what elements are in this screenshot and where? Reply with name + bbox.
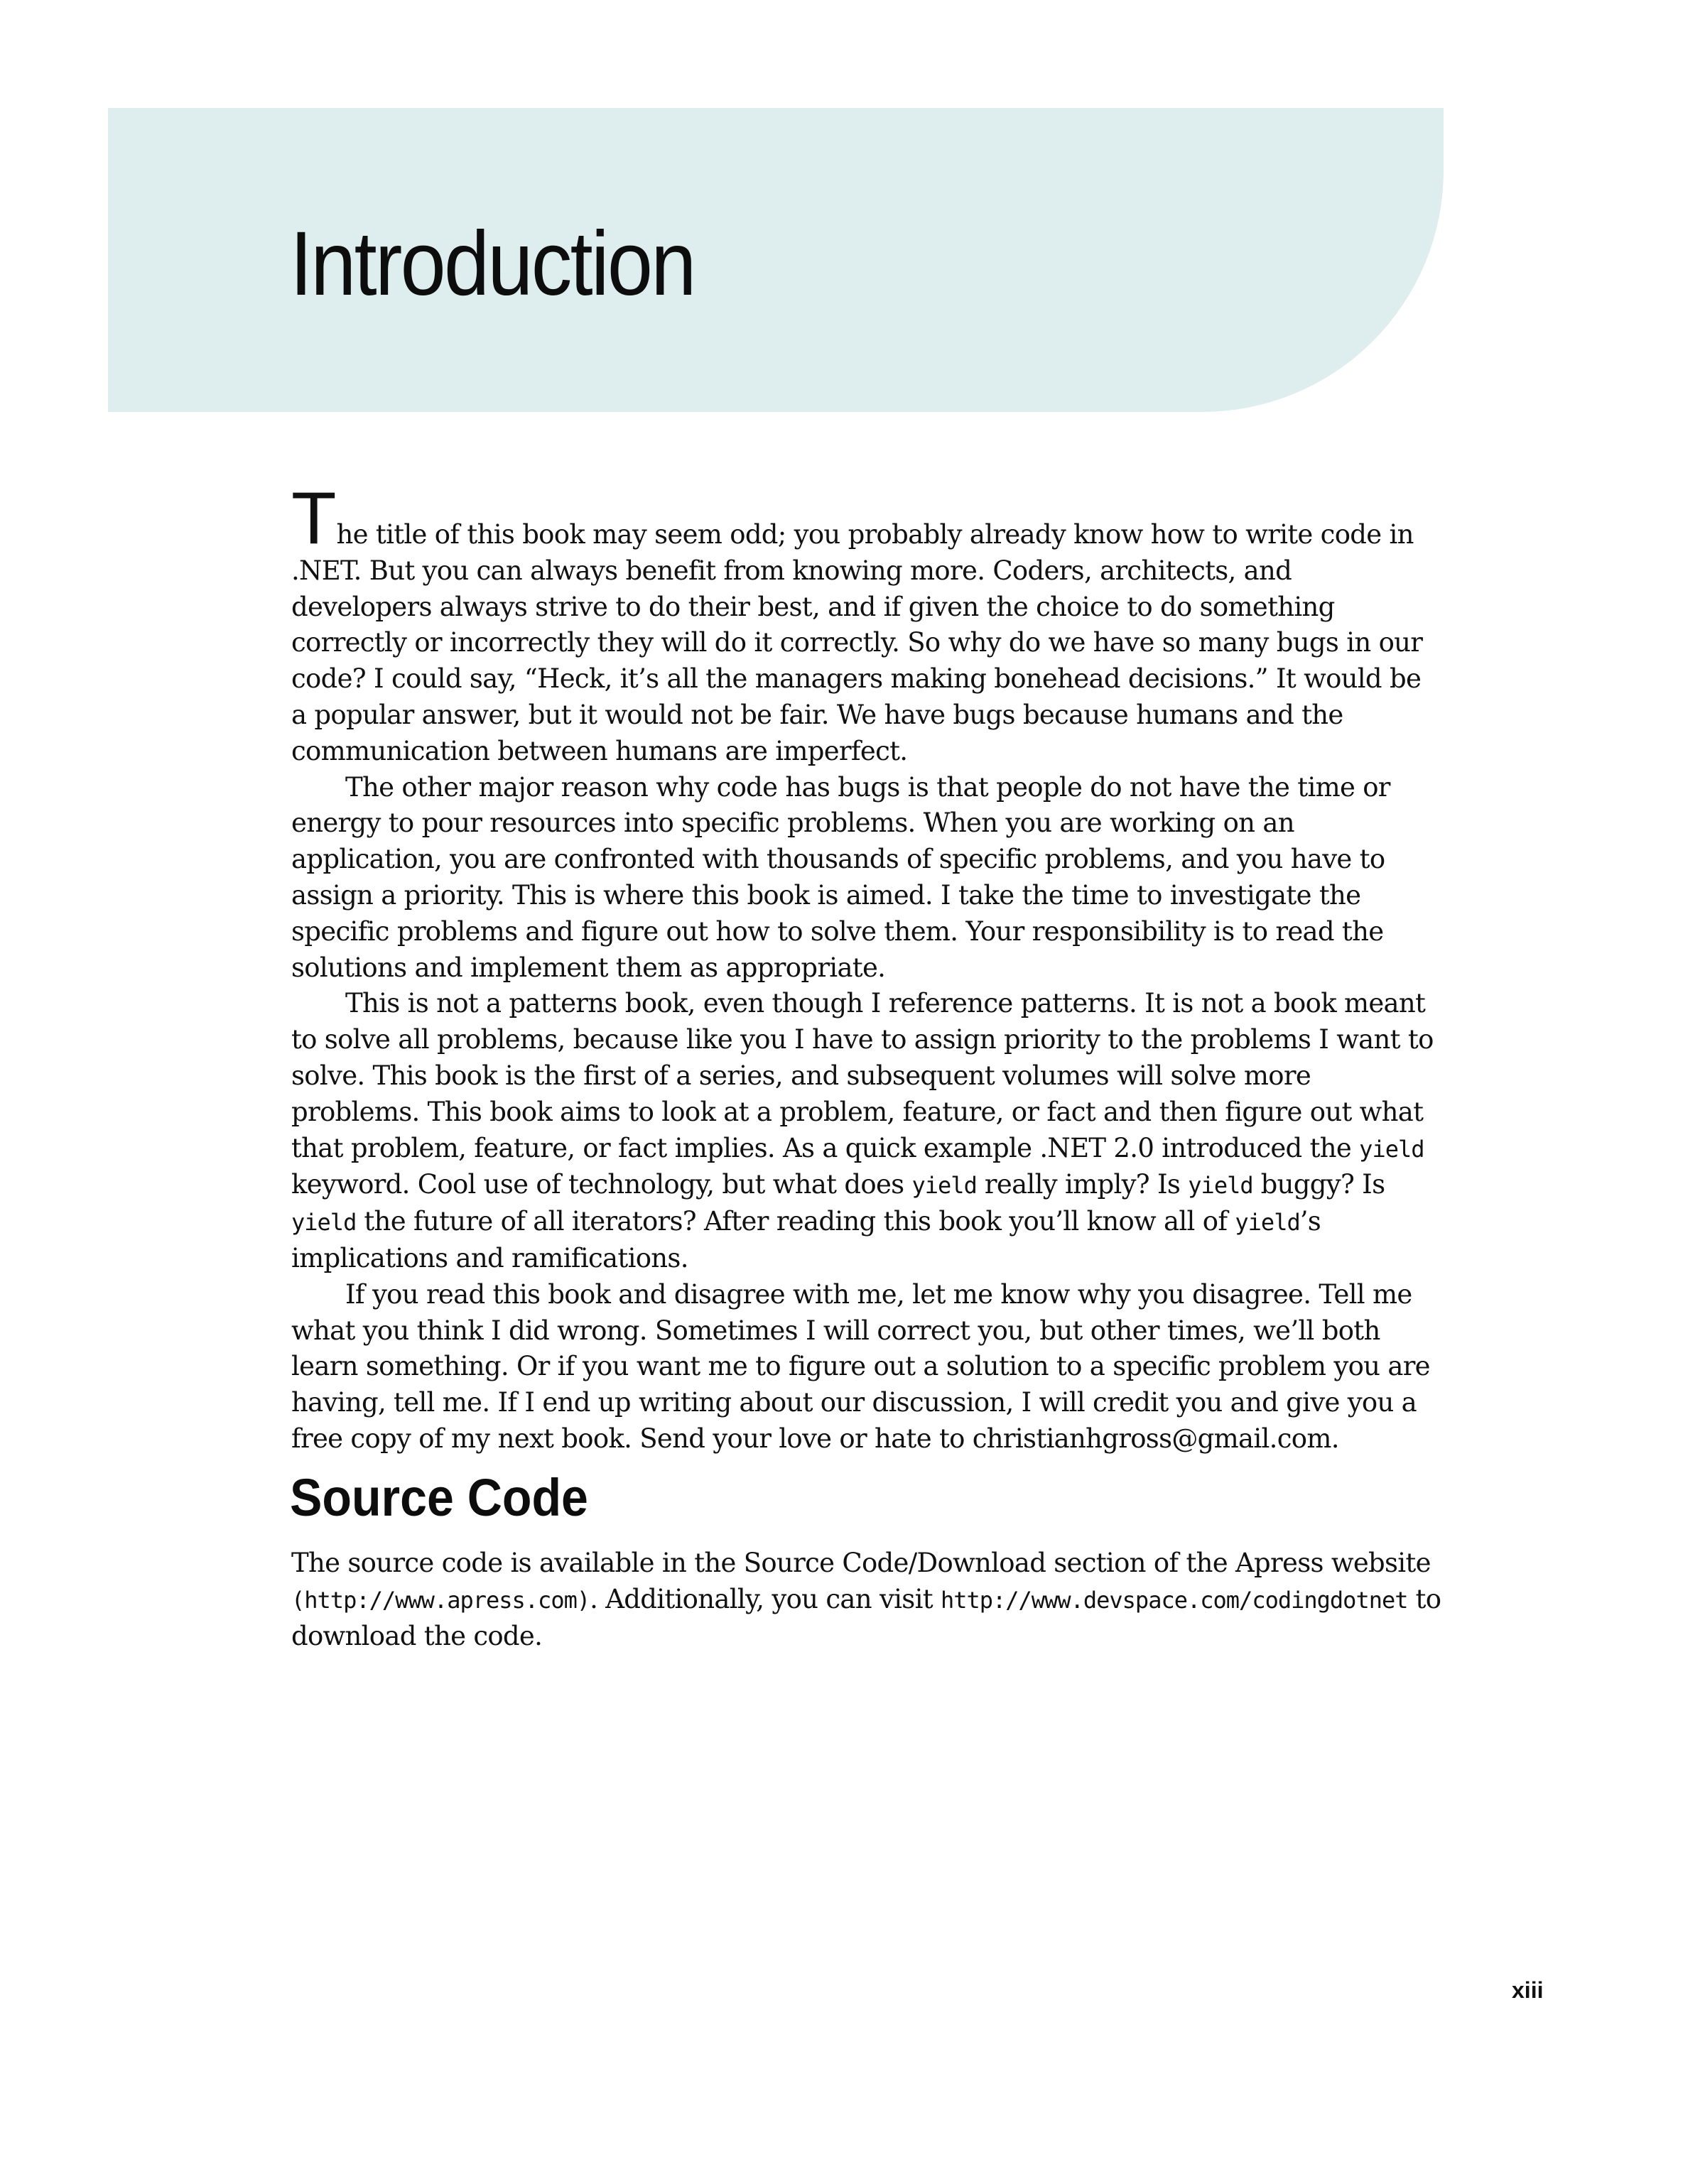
source-code-text-b: . Additionally, you can visit	[590, 1583, 941, 1614]
paragraph-3	[291, 986, 1439, 1276]
paragraph-1-text: he title of this book may seem odd; you probably already know how to write code in .NET. But you can always benefit from knowing more. Coders, architects, and developers always strive to do their best, and if given the choice to do something correctly or incorrectly they will do it correctly. So why do we have so many bugs in our code? I could say, “Heck, it’s all the managers making bonehead decisions.” It would be a popular answer, but it would not be fair. We have bugs because humans and the communication between humans are imperfect.	[291, 519, 1423, 766]
drop-cap: T	[291, 477, 337, 560]
section-heading-source-code: Source Code	[290, 1468, 588, 1527]
paragraph-1	[291, 477, 1439, 770]
page-number: xiii	[1512, 1977, 1544, 2003]
apress-url: (http://www.apress.com)	[291, 1586, 590, 1614]
paragraph-3-text-a: This is not a patterns book, even though I reference patterns. It is not a book meant to solve all problems, because like you I have to assign priority to the problems I want to solve. This book is the first of a series, and subsequent volumes will solve more problems. This book aims to look at a problem, feature, or fact and then figure out what that problem, feature, or fact implies. As a quick example .NET 2.0 introduced the	[291, 988, 1434, 1163]
inline-code-yield: yield	[911, 1172, 977, 1200]
paragraph-4: If you read this book and disagree with me, let me know why you disagree. Tell me what you think I did wrong. Sometimes I will correct you, but other times, we’ll both learn something. Or if you want me to figure out a solution to a specific problem you are having, tell me. If I end up writing about our discussion, I will credit you and give you a free copy of my next book. Send your love or hate to christianhgross@gmail.com.	[291, 1278, 1430, 1454]
inline-code-yield: yield	[1235, 1209, 1300, 1237]
inline-code-yield: yield	[1188, 1172, 1253, 1200]
paragraph-3-text-d: buggy? Is	[1252, 1169, 1385, 1200]
paragraph-2: The other major reason why code has bugs is that people do not have the time or energy to pour resources into specific problems. When you are working on an application, you are confronted with thousands of specific problems, and you have to assign a priority. This is where this book is aimed. I take the time to investigate the specific problems and figure out how to solve them. Your responsibility is to read the solutions and implement them as appropriate.	[291, 771, 1390, 983]
introduction-body	[291, 477, 1439, 1457]
source-code-text-c: to download the code.	[291, 1583, 1441, 1651]
chapter-title: Introduction	[290, 213, 695, 315]
paragraph-3-text-f: ’s implications and ramifications.	[291, 1206, 1321, 1273]
devspace-url: http://www.devspace.com/codingdotnet	[940, 1586, 1408, 1614]
paragraph-3-text-c: really imply? Is	[976, 1169, 1189, 1200]
inline-code-yield: yield	[1359, 1135, 1424, 1163]
source-code-paragraph	[291, 1545, 1442, 1654]
inline-code-yield: yield	[291, 1209, 357, 1237]
paragraph-3-text-e: the future of all iterators? After reading this book you’ll know all of	[356, 1206, 1235, 1237]
source-code-text-a: The source code is available in the Source Code/Download section of the Apress website	[291, 1548, 1431, 1578]
paragraph-3-text-b: keyword. Cool use of technology, but what does	[291, 1169, 912, 1200]
